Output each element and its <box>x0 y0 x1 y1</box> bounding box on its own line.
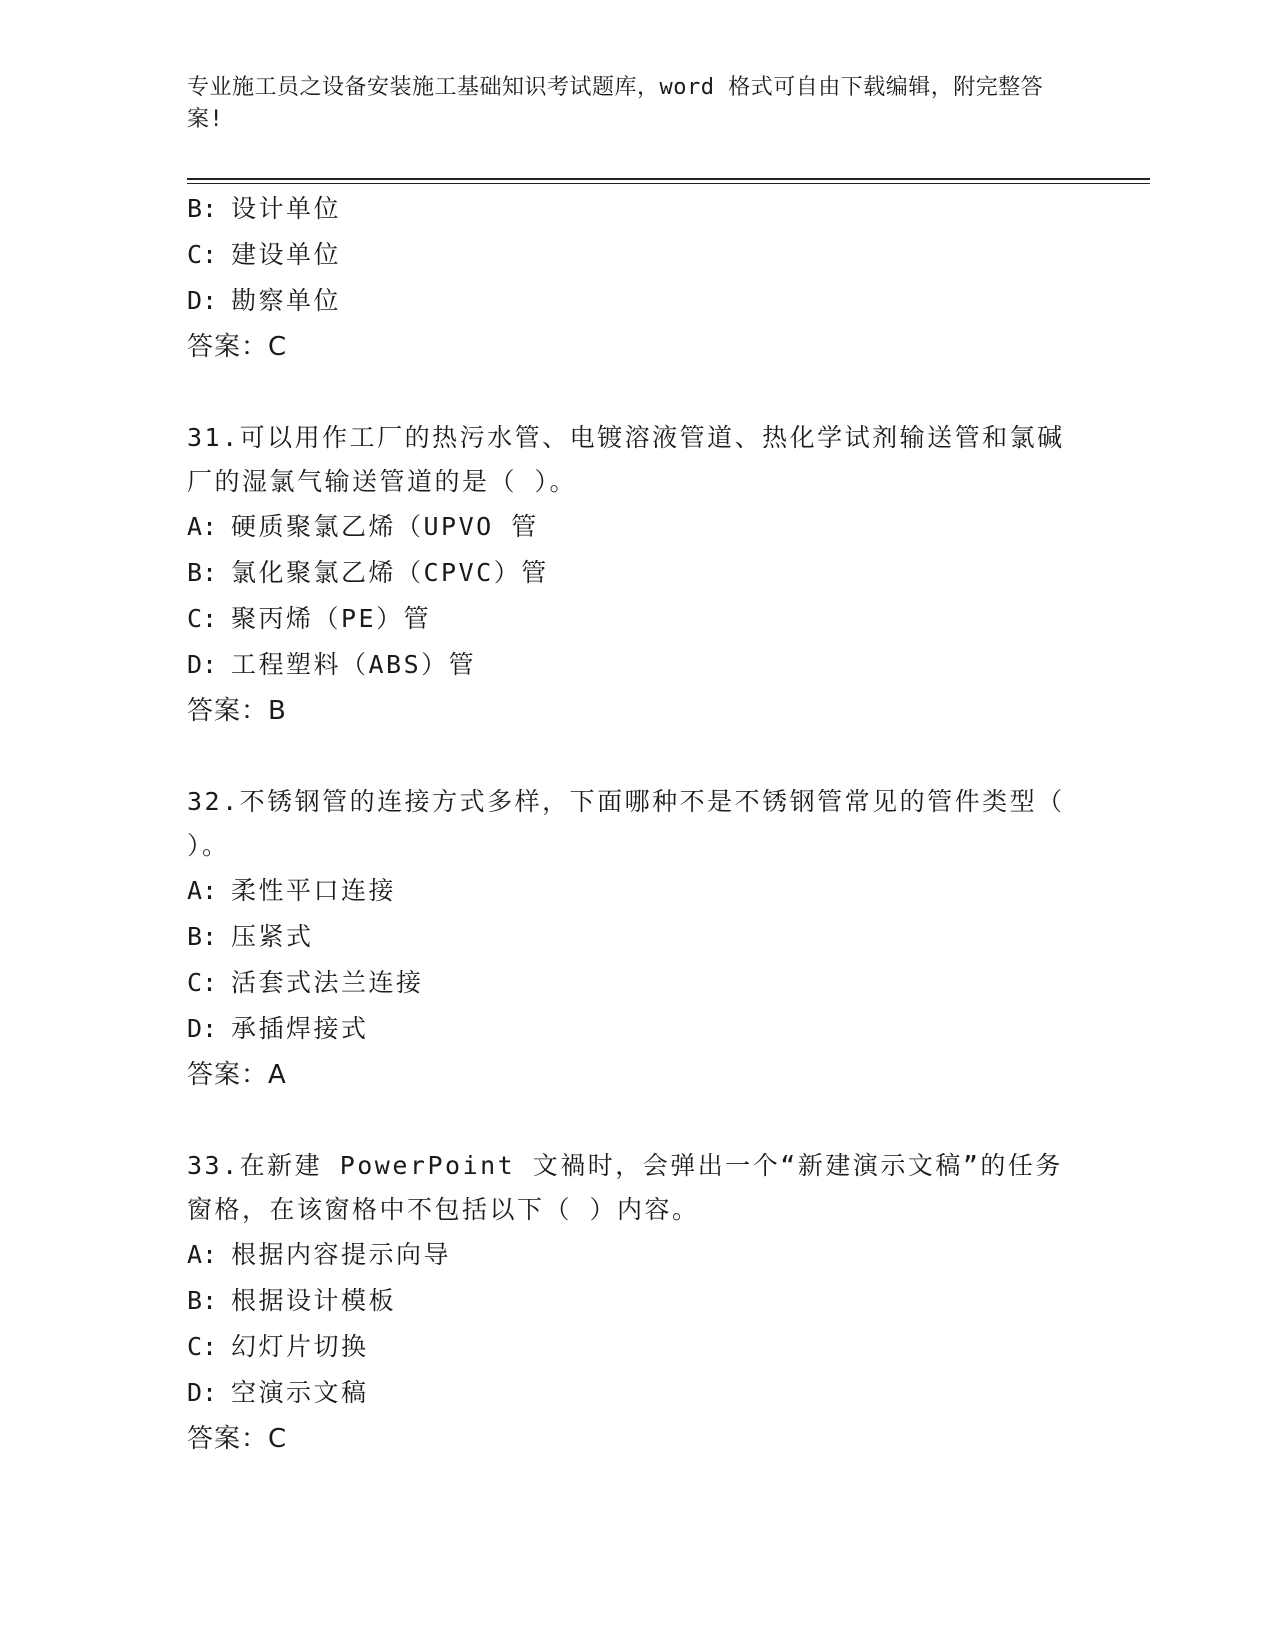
option-letter: B: <box>187 1286 218 1315</box>
option-text: 氯化聚氯乙烯（CPVC）管 <box>231 558 549 587</box>
option-letter: B: <box>187 922 218 951</box>
option-letter: D: <box>187 1378 218 1407</box>
option-c <box>187 960 1087 1006</box>
option-b <box>187 186 1087 232</box>
option-text: 根据内容提示向导 <box>231 1240 452 1269</box>
question-list <box>187 186 1087 1462</box>
option-text: 设计单位 <box>231 194 342 223</box>
option-letter: D: <box>187 1014 218 1043</box>
answer-line: 答案：A <box>187 1060 287 1090</box>
spacer <box>187 734 1087 780</box>
option-letter: B: <box>187 194 218 223</box>
option-text: 承插焊接式 <box>231 1014 369 1043</box>
option-letter: D: <box>187 286 218 315</box>
option-text: 工程塑料（ABS）管 <box>231 650 477 679</box>
question-stem: 32.不锈钢管的连接方式多样，下面哪种不是不锈钢管常见的管件类型（ ）。 <box>187 787 1065 860</box>
header-divider-thin <box>187 183 1150 184</box>
option-text: 柔性平口连接 <box>231 876 397 905</box>
option-letter: A: <box>187 512 218 541</box>
option-text: 建设单位 <box>231 240 342 269</box>
option-d <box>187 1006 1087 1052</box>
header-divider-thick <box>187 178 1150 180</box>
option-text: 幻灯片切换 <box>231 1332 369 1361</box>
document-header: 专业施工员之设备安装施工基础知识考试题库，word 格式可自由下载编辑，附完整答案! <box>187 75 1044 132</box>
option-text: 硬质聚氯乙烯（UPVO 管 <box>231 512 539 541</box>
answer-line: 答案：C <box>187 1424 288 1454</box>
answer-line: 答案：B <box>187 696 287 726</box>
option-b <box>187 1278 1087 1324</box>
question-30-continued <box>187 186 1087 370</box>
option-text: 空演示文稿 <box>231 1378 369 1407</box>
option-letter: D: <box>187 650 218 679</box>
option-letter: C: <box>187 1332 218 1361</box>
option-b <box>187 550 1087 596</box>
answer-line: 答案：C <box>187 332 288 362</box>
question-31 <box>187 416 1087 734</box>
option-text: 根据设计模板 <box>231 1286 397 1315</box>
option-letter: A: <box>187 876 218 905</box>
option-a <box>187 504 1087 550</box>
option-d <box>187 278 1087 324</box>
question-32 <box>187 780 1087 1098</box>
option-text: 勘察单位 <box>231 286 342 315</box>
option-d <box>187 1370 1087 1416</box>
option-letter: C: <box>187 604 218 633</box>
option-c <box>187 232 1087 278</box>
option-text: 压紧式 <box>231 922 314 951</box>
spacer <box>187 370 1087 416</box>
option-letter: B: <box>187 558 218 587</box>
option-text: 活套式法兰连接 <box>231 968 424 997</box>
option-letter: C: <box>187 240 218 269</box>
option-letter: C: <box>187 968 218 997</box>
question-33 <box>187 1144 1087 1462</box>
spacer <box>187 1098 1087 1144</box>
question-stem: 31.可以用作工厂的热污水管、电镀溶液管道、热化学试剂输送管和氯碱厂的湿氯气输送管道的是（ ）。 <box>187 423 1065 496</box>
option-text: 聚丙烯（PE）管 <box>231 604 432 633</box>
question-stem: 33.在新建 PowerPoint 文禍时，会弹出一个“新建演示文稿”的任务窗格，在该窗格中不包括以下（ ）内容。 <box>187 1151 1063 1224</box>
option-a <box>187 1232 1087 1278</box>
option-d <box>187 642 1087 688</box>
option-c <box>187 596 1087 642</box>
option-b <box>187 914 1087 960</box>
option-letter: A: <box>187 1240 218 1269</box>
option-a <box>187 868 1087 914</box>
option-c <box>187 1324 1087 1370</box>
